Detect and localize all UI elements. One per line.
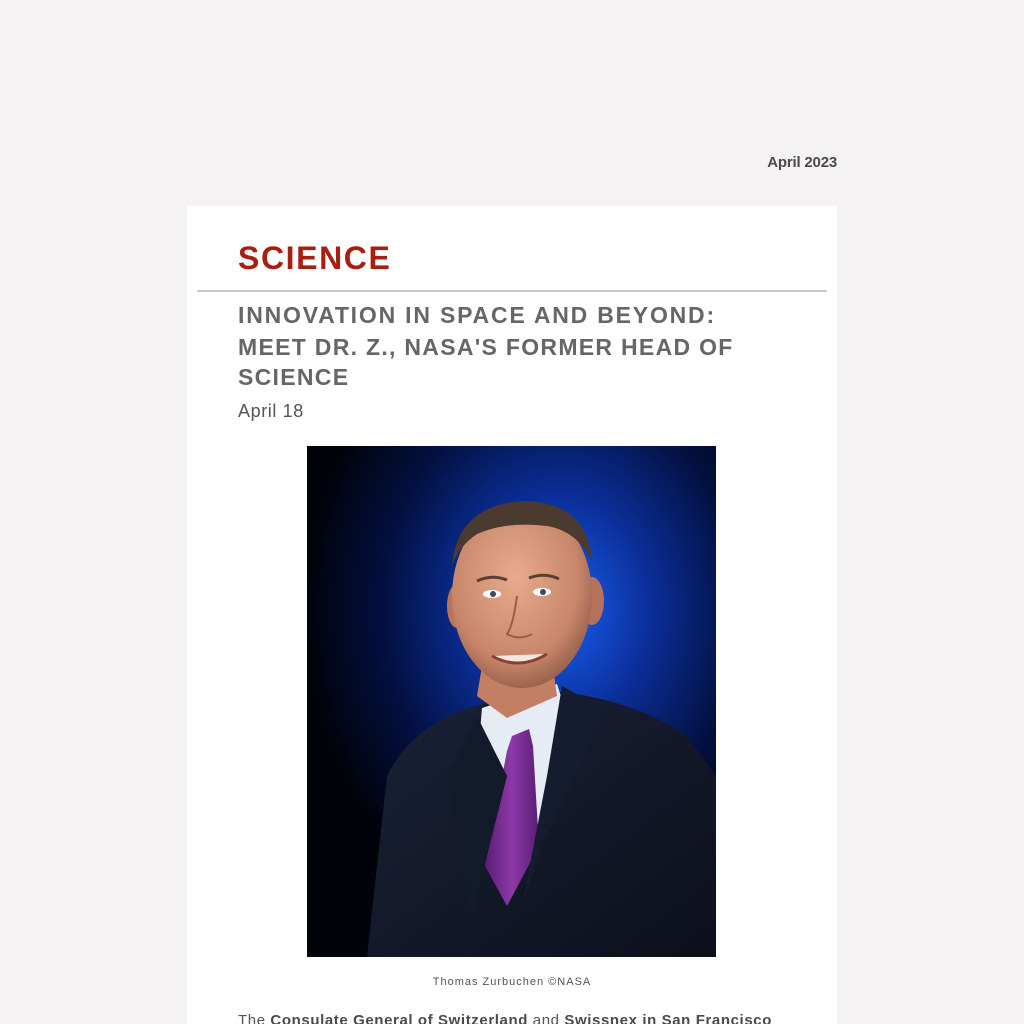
headline-line-1: INNOVATION IN SPACE AND BEYOND:: [238, 302, 716, 328]
article-intro: [238, 1012, 808, 1024]
article-card: [187, 206, 837, 1024]
consulate-link[interactable]: Consulate General of Switzerland: [270, 1012, 529, 1024]
article-headline: [238, 300, 798, 392]
section-divider: [197, 290, 827, 292]
section-title: SCIENCE: [238, 240, 392, 276]
article-date: April 18: [238, 401, 304, 421]
portrait-photo: [307, 446, 716, 957]
headline-line-2: MEET DR. Z., NASA'S FORMER HEAD OF SCIENCE: [238, 334, 734, 390]
swissnex-link[interactable]: Swissnex in San Francisco: [564, 1012, 772, 1024]
photo-caption: Thomas Zurbuchen ©NASA: [432, 976, 592, 988]
intro-text-1: The: [238, 1012, 271, 1024]
issue-date: April 2023: [767, 154, 837, 171]
intro-text-2: and: [528, 1012, 565, 1024]
